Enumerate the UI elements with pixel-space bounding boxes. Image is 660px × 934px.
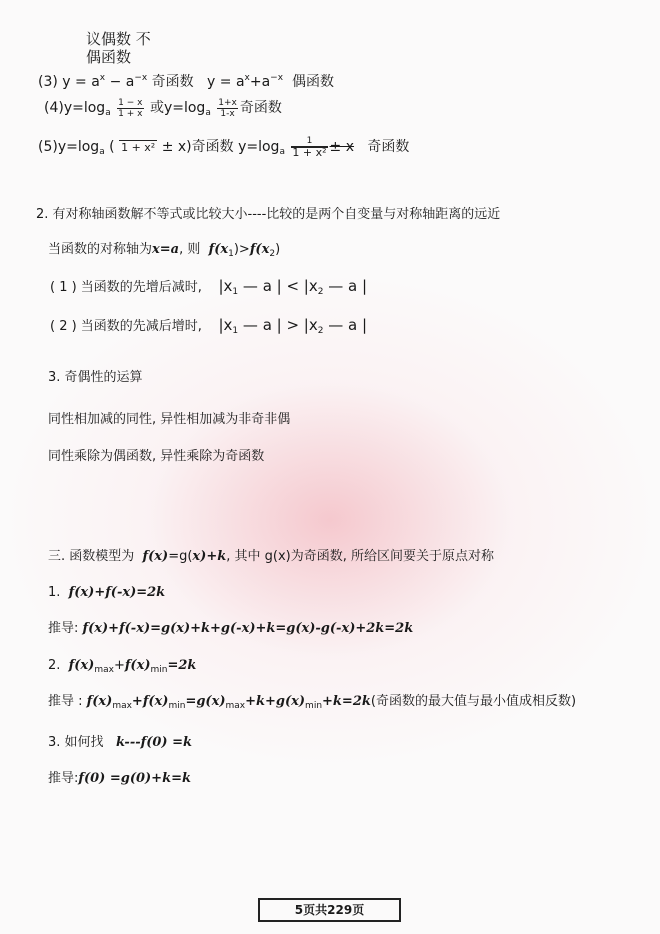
header-line-1: 议偶数 不 bbox=[86, 30, 151, 48]
part-3-item-1-proof: 推导: f(x)+f(-x)=g(x)+k+g(-x)+k=g(x)-g(-x)+2k=2k bbox=[48, 621, 414, 636]
part-3-item-3: 3. 如何找 k---f(0) =k bbox=[48, 735, 192, 750]
part-3-title: 三. 函数模型为 f(x)=g(x)+k, 其中 g(x)为奇函数, 所给区间要关于原点对称 bbox=[48, 549, 494, 564]
section-2-title: 2. 有对称轴函数解不等式或比较大小----比较的是两个自变量与对称轴距离的远近 bbox=[36, 207, 501, 222]
section-3-line-1: 同性相加减的同性, 异性相加减为非奇非偶 bbox=[48, 412, 291, 427]
section-2-case-1: ( 1 ) 当函数的先增后减时, $|x_1$ — a | < $|x_2$ — a | bbox=[50, 277, 368, 297]
section-2-condition: 当函数的对称轴为x=a, 则 $f(x_1)>f(x_2)$ bbox=[48, 242, 281, 259]
section-3-line-2: 同性乘除为偶函数, 异性乘除为奇函数 bbox=[48, 449, 265, 464]
part-3-item-1: 1. f(x)+f(-x)=2k bbox=[48, 585, 166, 600]
item-3: (3) $y = a^x - a^{-x}$ 奇函数 $y = a^x+a^{-x}$ 偶函数 bbox=[38, 73, 334, 90]
section-2-case-2: ( 2 ) 当函数的先减后增时, $|x_1$ — a | > $|x_2$ — a | bbox=[50, 316, 368, 336]
page-number-box: 5页共229页 bbox=[258, 898, 401, 922]
part-3-item-2: 2. $f(x)_{max}+f(x)_{min}=2k$ bbox=[48, 658, 197, 675]
item-5: $(5)y=\log_a$ ( 1 + x² ± x)奇函数 $y=\log_a$ $\frac{1}{\text{1 + x²}}$ ± x 奇函数 bbox=[38, 136, 410, 159]
header-line-2: 偶函数 bbox=[86, 48, 132, 66]
part-3-item-3-proof: 推导:f(0) =g(0)+k=k bbox=[48, 771, 191, 786]
part-3-item-2-proof: 推导 : $f(x)_{max}+f(x)_{min}=g(x)_{max}+k+g(x)_{min}+k=2k$(奇函数的最大值与最小值成相反数) bbox=[48, 694, 577, 711]
section-3-title: 3. 奇偶性的运算 bbox=[48, 370, 143, 385]
item-4: $(4)y=\log_a$ $\frac{1 - x}{1 + x}$ 或$y=\log_a$ $\frac{1+x}{1-x}$ 奇函数 bbox=[44, 97, 282, 119]
